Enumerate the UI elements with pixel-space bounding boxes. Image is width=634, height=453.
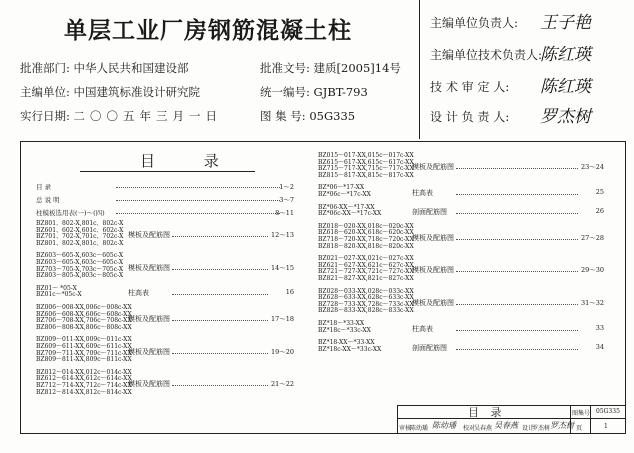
toc-entry-code: BZ621～627-XX,621c～627c-XX (318, 261, 414, 269)
tb-page-label: 页 (576, 425, 583, 432)
toc-entry-desc: 模板及配筋图 (128, 263, 170, 272)
toc-entry-pages: 19～20 (270, 347, 294, 356)
responsibility-signature: 陈红瑛 (540, 77, 591, 97)
toc-entry-code: BZ*06-XX～*17-XX (318, 203, 375, 211)
toc-entry-pages: 21～22 (270, 380, 294, 388)
toc-entry-code: BZ701、702-X,701c、702c-X (36, 233, 124, 241)
toc-entry-code: BZ709～711-XX,709c～711c-XX (36, 349, 132, 357)
toc-entry-pages: 23～24 (580, 163, 604, 172)
toc-leader (172, 353, 268, 354)
toc-entry-label: 总 说 明 (36, 196, 60, 204)
toc-entry-code: BZ*18-XX～*33-XX (318, 339, 375, 347)
toc-entry-desc: 模板及配筋图 (128, 231, 170, 240)
toc-leader (172, 320, 268, 321)
toc-entry-pages: 34 (595, 342, 604, 351)
toc-entry-desc: 模板及配筋图 (412, 298, 454, 307)
toc-leader (456, 213, 578, 214)
toc-leader (116, 187, 280, 188)
toc-entry-code: BZ012～014-XX,012c～014c-XX (36, 368, 132, 376)
toc-entry-pages: 8～11 (275, 209, 294, 217)
toc-entry-code: BZ603～605-X,603c～605c-X (36, 259, 124, 266)
toc-entry-code: BZ828～833-XX,828c～833c-XX (318, 307, 414, 315)
responsibility-signature: 罗杰树 (540, 107, 591, 127)
toc-title: 目 录 (140, 152, 241, 170)
toc-entry-code: BZ703～705-X,703c～705c-X (36, 265, 124, 273)
toc-leader (172, 269, 268, 270)
toc-entry-code: BZ818～820-XX,818c～820c-XX (318, 242, 414, 250)
editor-unit-label: 主编单位: (20, 85, 70, 99)
toc-entry-code: BZ715～717-XX,715c～717c-XX (318, 165, 414, 173)
frame-left (20, 141, 21, 434)
toc-entry-desc: 柱高表 (412, 189, 433, 197)
toc-entry-code: BZ618～620-XX,618c～620c-XX (318, 229, 414, 237)
responsibility-label: 技 术 审 定 人: (430, 80, 510, 94)
toc-entry-desc: 模板及配筋图 (412, 163, 454, 172)
toc-entry-code: BZ628～633-XX,628c～633c-XX (318, 294, 414, 302)
tb-atlas-label: 图集号 (572, 410, 591, 417)
toc-entry-desc: 模板及配筋图 (412, 234, 454, 242)
toc-entry-code: BZ015～017-XX,015c～017c-XX (318, 152, 414, 159)
toc-entry-desc: 柱高表 (412, 324, 433, 333)
toc-entry-pages: 33 (595, 323, 604, 332)
frame-bottom (20, 433, 626, 434)
tb-left-line (397, 405, 398, 433)
tb-check-label: 校对 (463, 425, 476, 432)
atlas-number (260, 108, 355, 124)
unified-number-value: GJBT-793 (313, 85, 368, 99)
tb-design-label: 设计 (522, 425, 535, 432)
toc-leader (456, 271, 578, 272)
tb-top-line (397, 405, 626, 406)
tb-title: 目 录 (468, 406, 506, 419)
toc-entry-code: BZ706～708-XX,706c～708c-XX (36, 317, 132, 325)
toc-entry-code: BZ609～611-XX,609c～611c-XX (36, 343, 132, 350)
responsibility-signature: 陈红瑛 (540, 45, 591, 65)
responsibility-label: 设 计 负 责 人: (430, 110, 510, 124)
editor-unit (20, 84, 200, 100)
toc-entry-code: BZ606～608-XX,606c～608c-XX (36, 310, 132, 318)
effective-date-label: 实行日期: (20, 109, 70, 123)
toc-entry-code: BZ721～727-XX,721c～727c-XX (318, 268, 414, 276)
toc-leader (456, 330, 578, 331)
toc-entry-desc: 模板及配筋图 (128, 315, 170, 324)
toc-title-underline (80, 171, 255, 172)
toc-entry-code: BZ601、602-X,601c、602c-X (36, 226, 124, 234)
toc-entry-label: 目 录 (36, 183, 52, 191)
toc-entry-label: 柱模板选用表(一)～(四) (36, 209, 105, 217)
toc-entry-desc: 剖面配筋图 (412, 343, 447, 352)
toc-entry-code: BZ809～811-XX,809c～811c-XX (36, 356, 132, 364)
toc-leader (172, 385, 268, 386)
toc-entry-code: BZ*06～*17-XX (318, 184, 365, 192)
toc-leader (456, 304, 578, 305)
toc-entry-pages: 29～30 (580, 266, 604, 275)
toc-leader (116, 200, 280, 201)
toc-entry-code: BZ801、802-X,801c、802c-X (36, 220, 124, 227)
unified-number (260, 84, 368, 100)
toc-entry-pages: 25 (595, 188, 604, 196)
toc-entry-pages: 27～28 (580, 234, 604, 242)
toc-entry-code: BZ018～020-XX,018c～020c-XX (318, 222, 414, 230)
approval-doc (260, 60, 401, 76)
tb-designer: 罗杰树 (532, 425, 551, 432)
toc-leader (456, 194, 578, 195)
toc-entry-code: BZ718～720-XX,718c～720c-XX (318, 236, 414, 243)
tb-reviewer: 陈幼璠 (410, 425, 429, 432)
toc-entry-code: BZ*06c-XX～*17c-XX (318, 210, 382, 218)
approval-doc-label: 批准文号: (260, 61, 310, 75)
toc-leader (172, 236, 268, 237)
frame-right (625, 141, 626, 434)
toc-entry-code: BZ801、802-X,801c、802c-X (36, 239, 124, 247)
editor-unit-value: 中国建筑标准设计研究院 (73, 85, 201, 99)
tb-mid-line (397, 418, 626, 419)
unified-number-label: 统一编号: (260, 85, 310, 99)
toc-entry-code: BZ806～808-XX,806c～808c-XX (36, 323, 132, 331)
toc-entry-pages: 17～18 (270, 315, 294, 324)
toc-leader (172, 294, 268, 295)
toc-entry-code: BZ01～ *05-X (36, 284, 77, 292)
tb-reviewer-signature: 陈幼璠 (432, 421, 456, 430)
toc-entry-desc: 模板及配筋图 (412, 266, 454, 275)
approval-dept-label: 批准部门: (20, 61, 70, 75)
toc-entry-pages: 16 (285, 288, 294, 297)
tb-checker-signature: 吴春燕 (494, 421, 518, 430)
tb-page-no: 1 (604, 423, 608, 430)
toc-entry-code: BZ006～008-XX,006c～008c-XX (36, 304, 132, 311)
toc-entry-code: BZ815～817-XX,815c～817c-XX (318, 171, 414, 179)
toc-entry-code: BZ821～827-XX,821c～827c-XX (318, 275, 414, 282)
document-title: 单层工业厂房钢筋混凝土柱 (64, 17, 352, 44)
toc-entry-code: BZ*06c～*17c-XX (318, 191, 371, 198)
toc-entry-code: BZ728～733-XX,728c～733c-XX (318, 300, 414, 308)
toc-entry-code: BZ612～614-XX,612c～614c-XX (36, 375, 132, 383)
atlas-number-label: 图 集 号: (260, 109, 306, 123)
tb-atlas-no: 05G335 (596, 408, 620, 415)
toc-entry-desc: 柱高表 (128, 289, 149, 298)
header-divider (419, 0, 420, 139)
frame-top (20, 141, 626, 142)
toc-entry-code: BZ01c～*05c-X (36, 291, 82, 299)
toc-entry-code: BZ*18c-XX～*33c-XX (318, 345, 382, 353)
toc-entry-code: BZ*18～*33-XX (318, 320, 365, 327)
toc-leader (456, 349, 578, 350)
toc-leader (456, 239, 578, 240)
tb-div-2 (590, 405, 591, 433)
toc-entry-code: BZ028～033-XX,028c～033c-XX (318, 287, 414, 295)
toc-entry-code: BZ712～714-XX,712c～714c-XX (36, 382, 132, 389)
toc-entry-pages: 31～32 (580, 298, 604, 307)
toc-entry-desc: 模板及配筋图 (128, 380, 170, 388)
tb-checker: 吴春燕 (474, 425, 493, 432)
effective-date-value: 二〇〇五年三月一日 (73, 109, 223, 123)
toc-entry-code: BZ603～605-X,603c～605c-X (36, 252, 124, 260)
toc-entry-code: BZ009～011-XX,009c～011c-XX (36, 336, 132, 344)
responsibility-label: 主编单位技术负责人: (430, 48, 543, 62)
toc-entry-pages: 3～7 (279, 196, 294, 204)
tb-designer-signature: 罗杰树 (550, 421, 574, 430)
tb-review-label: 审核 (399, 425, 412, 432)
toc-entry-pages: 14～15 (270, 263, 294, 272)
toc-entry-desc: 模板及配筋图 (128, 347, 170, 356)
toc-entry-code: BZ021～027-XX,021c～027c-XX (318, 255, 414, 263)
toc-entry-pages: 26 (595, 207, 604, 216)
toc-entry-code: BZ803～805-X,803c～805c-X (36, 272, 124, 280)
approval-doc-value: 建质[2005]14号 (313, 61, 401, 75)
toc-entry-desc: 剖面配筋图 (412, 208, 447, 217)
toc-entry-pages: 12～13 (270, 231, 294, 240)
toc-entry-code: BZ*18c～*33c-XX (318, 326, 371, 334)
approval-dept (20, 60, 189, 76)
toc-entry-code: BZ812～814-XX,812c～814c-XX (36, 388, 132, 396)
approval-dept-value: 中华人民共和国建设部 (73, 61, 189, 75)
toc-leader (116, 213, 280, 214)
responsibility-signature: 王子艳 (540, 13, 591, 33)
toc-entry-code: BZ615～617-XX,615c～617c-XX (318, 158, 414, 166)
toc-entry-pages: 1～2 (279, 183, 294, 191)
toc-leader (456, 168, 578, 169)
responsibility-label: 主编单位负责人: (430, 16, 519, 30)
effective-date (20, 108, 222, 124)
atlas-number-value: 05G335 (309, 109, 356, 123)
